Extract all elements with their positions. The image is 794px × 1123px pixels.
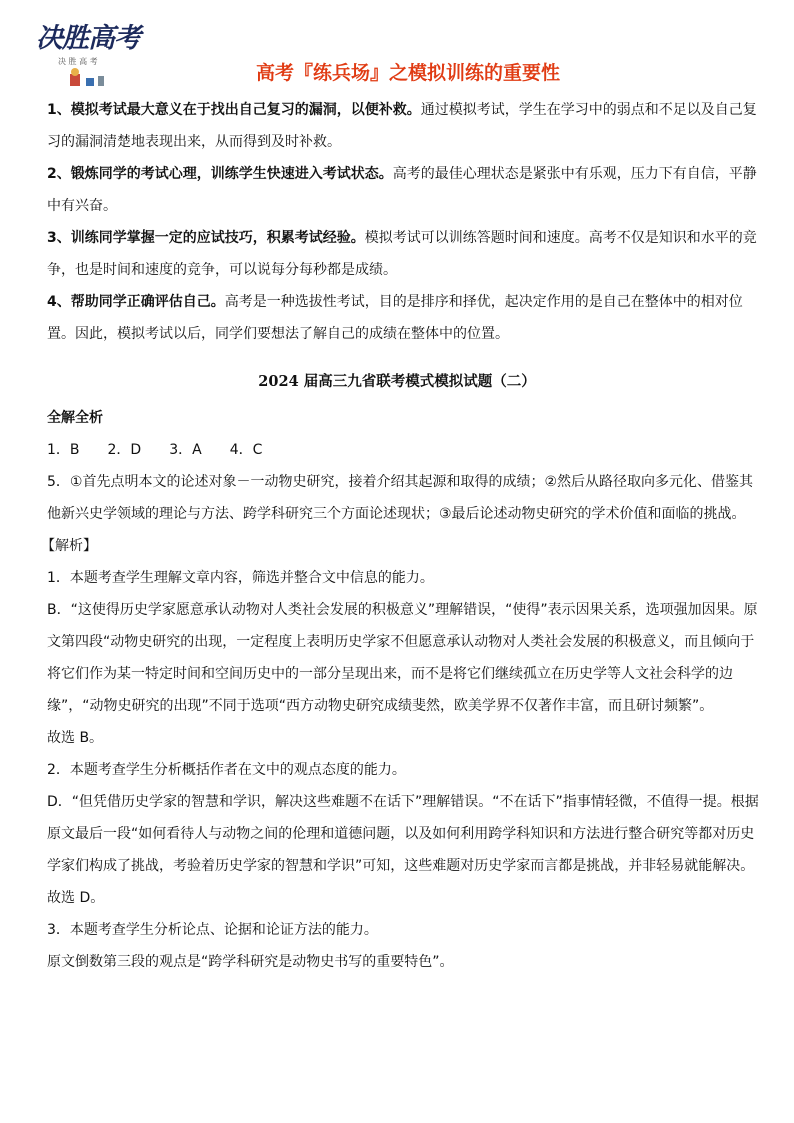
page-headline: 高考『练兵场』之模拟训练的重要性	[255, 62, 560, 84]
logo-subtitle: 决 胜 高 考	[58, 57, 98, 66]
q1-body: B．“这使得历史学家愿意承认动物对人类社会发展的积极意义”理解错误，“使得”表示因果关系，选项强加因果。原文第四段“动物史研究的出现，一定程度上表明历史学家不但愿意承认动物对人类社会发展的积极意义，而且倾向于将它们作为某一特定时间和空间历史中的一部分呈现出来，而不是将它们继续孤立在历史学等人文社会科学的边缘”，“动物史研究的出现”不同于选项“西方动物史研究成绩斐然，欧美学界不仅著作丰富，而且研讨频繁”。	[47, 602, 758, 714]
logo-brand: 决胜高考	[36, 23, 140, 54]
analysis-label: 【解析】	[41, 538, 97, 554]
q3-body: 原文倒数第三段的观点是“跨学科研究是动物史书写的重要特色”。	[47, 954, 454, 970]
tip-item	[47, 94, 759, 158]
answer-key	[47, 434, 759, 466]
q2-body: D．“但凭借历史学家的智慧和学识，解决这些难题不在话下”理解错误。“不在话下”指事情轻微，不值得一提。根据原文最后一段“如何看待人与动物之间的伦理和道德问题，以及如何利用跨学科知识和方法进行整合研究等都对历史学家们构成了挑战，考验着历史学家的智慧和学识”可知，这些难题对历史学家而言都是挑战，并非轻易就能解决。	[47, 794, 759, 874]
q3-intro: 3．本题考查学生分析论点、论据和论证方法的能力。	[47, 922, 378, 938]
tips-list	[47, 94, 759, 350]
tip-bold: 2、锻炼同学的考试心理，训练学生快速进入考试状态。	[47, 166, 393, 182]
q2-conclusion: 故选 D。	[47, 890, 105, 906]
answer-1: 1．B	[47, 442, 80, 458]
q5-answer: 5．①首先点明本文的论述对象－一动物史研究，接着介绍其起源和取得的成绩；②然后从路径取向多元化、借鉴其他新兴史学领域的理论与方法、跨学科研究三个方面论述现状；③最后论述动物史研究的学术价值和面临的挑战。	[47, 474, 754, 522]
tip-text: 高考是一种选拔性考试，目的是排序和择优，起决定作用的是自己在整体中的相对位置。因此，模拟考试以后，同学们要想法了解自己的成绩在整体中的位置。	[47, 294, 743, 342]
answer-2: 2．D	[107, 442, 142, 458]
tip-bold: 3、训练同学掌握一定的应试技巧，积累考试经验。	[47, 230, 365, 246]
section-title: 2024 届高三九省联考模式模拟试题（二）	[258, 373, 536, 390]
answer-3: 3．A	[169, 442, 202, 458]
tip-item	[47, 286, 759, 350]
answer-4: 4．C	[229, 442, 263, 458]
tip-item	[47, 158, 759, 222]
tip-text: 通过模拟考试，学生在学习中的弱点和不足以及自己复习的漏洞清楚地表现出来，从而得到及时补救。	[47, 102, 757, 150]
full-analysis-label: 全解全析	[47, 410, 103, 426]
q2-intro: 2．本题考查学生分析概括作者在文中的观点态度的能力。	[47, 762, 406, 778]
q1-conclusion: 故选 B。	[47, 730, 104, 746]
tip-item	[47, 222, 759, 286]
tip-bold: 4、帮助同学正确评估自己。	[47, 294, 225, 310]
tip-bold: 1、模拟考试最大意义在于找出自己复习的漏洞，以便补救。	[47, 102, 421, 118]
tip-text: 模拟考试可以训练答题时间和速度。高考不仅是知识和水平的竞争，也是时间和速度的竞争，可以说每分每秒都是成绩。	[47, 230, 757, 278]
answer-content	[41, 402, 759, 978]
tip-text: 高考的最佳心理状态是紧张中有乐观，压力下有自信，平静中有兴奋。	[47, 166, 757, 214]
q1-intro: 1．本题考查学生理解文章内容，筛选并整合文中信息的能力。	[47, 570, 434, 586]
